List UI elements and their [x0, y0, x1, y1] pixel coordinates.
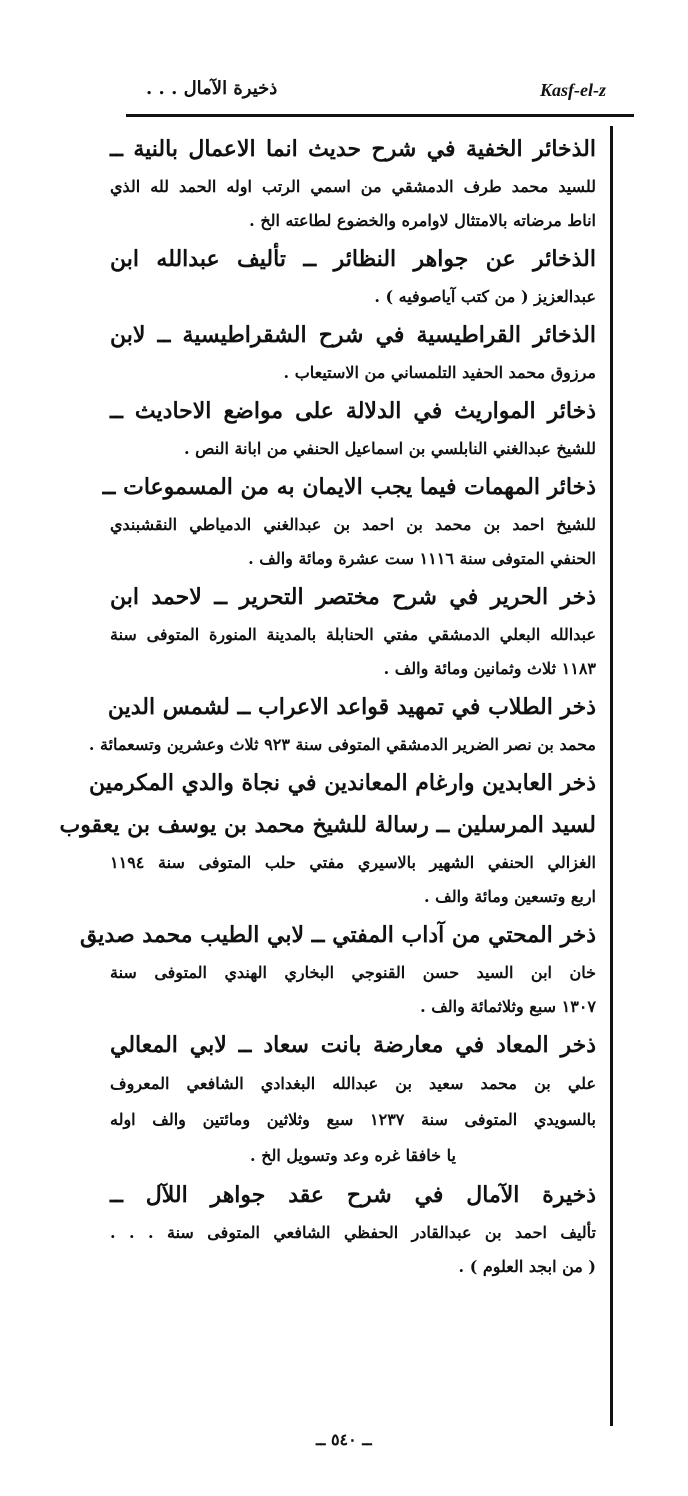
entry-text-line: بالسويدي المتوفى سنة ١٢٣٧ سبع وثلاثين ومائتين والف اوله: [110, 1110, 596, 1129]
entry-text-line: خان ابن السيد حسن القنوجي البخاري الهندي المتوفى سنة: [110, 963, 596, 982]
running-header-title: ذخيرة الآمال . . .: [146, 78, 278, 99]
entry-title-line: الذخائر عن جواهر النظائر ــ تأليف عبدالله ابن: [110, 246, 596, 272]
entry-title-line: الذخائر القراطيسية في شرح الشقراطيسية ــ لابن: [110, 322, 596, 348]
entry-text-line: ( من ابجد العلوم ) .: [458, 1257, 596, 1276]
running-header-section: Kasf-el-z: [540, 80, 606, 100]
header-rule: [126, 114, 634, 117]
entry-text-line: للشيخ احمد بن محمد بن احمد بن عبدالغني الدمياطي النقشبندي: [110, 515, 596, 534]
entry-title-line: ذخر الطلاب في تمهيد قواعد الاعراب ــ لشمس الدين: [107, 694, 596, 720]
entry-text-line: مرزوق محمد الحفيد التلمساني من الاستيعاب .: [283, 363, 596, 382]
entry-title-line: ذخر الحرير في شرح مختصر التحرير ــ لاحمد ابن: [110, 584, 596, 610]
entry-text-line: الحنفي المتوفى سنة ١١١٦ ست عشرة ومائة والف .: [248, 549, 596, 568]
entry-text-line: محمد بن نصر الضرير الدمشقي المتوفى سنة ٩٢٣ ثلاث وعشرين وتسعمائة .: [88, 735, 596, 754]
entry-text-line: للسيد محمد طرف الدمشقي من اسمي الرتب اوله الحمد لله الذي: [110, 177, 596, 196]
entry-text-line: الغزالي الحنفي الشهير بالاسيري مفتي حلب المتوفى سنة ١١٩٤: [110, 853, 596, 872]
entry-title-line: لسيد المرسلين ــ رسالة للشيخ محمد بن يوسف بن يعقوب: [59, 812, 596, 838]
entry-text-line: عبدالعزيز ( من كتب آياصوفيه ) .: [374, 287, 596, 306]
entry-title-line: ذخائر المهمات فيما يجب الايمان به من المسموعات ــ: [102, 474, 596, 500]
entry-text-line: اربع وتسعين ومائة والف .: [424, 887, 596, 906]
entry-title-line: ذخيرة الآمال في شرح عقد جواهر اللآل ــ: [110, 1182, 596, 1208]
entry-text-line: ١٣٠٧ سبع وثلاثمائة والف .: [420, 997, 596, 1016]
margin-rule: [610, 126, 613, 1426]
entry-text-line: علي بن محمد سعيد بن عبدالله البغدادي الشافعي المعروف: [110, 1074, 596, 1093]
entry-title-line: ذخر العابدين وارغام المعاندين في نجاة والدي المكرمين: [88, 770, 596, 796]
entry-text-line: للشيخ عبدالغني النابلسي بن اسماعيل الحنفي من ابانة النص .: [184, 439, 596, 458]
entry-text-line: ١١٨٣ ثلاث وثمانين ومائة والف .: [383, 659, 596, 678]
entry-text-line: يا خافقا غره وعد وتسويل الخ .: [250, 1146, 456, 1165]
entry-title-line: الذخائر الخفية في شرح حديث انما الاعمال بالنية ــ: [110, 136, 596, 162]
entry-title-line: ذخائر المواريث في الدلالة على مواضع الاحاديث ــ: [110, 398, 596, 424]
page-number: ــ ٥٤٠ ــ: [316, 1430, 372, 1449]
entry-text-line: اناط مرضاته بالامتثال لاوامره والخضوع لطاعته الخ .: [249, 211, 596, 230]
entry-title-line: ذخر المعاد في معارضة بانت سعاد ــ لابي المعالي: [110, 1032, 596, 1058]
entry-text-line: عبدالله البعلي الدمشقي مفتي الحنابلة بالمدينة المنورة المتوفى سنة: [110, 625, 596, 644]
entry-text-line: تأليف احمد بن عبدالقادر الحفظي الشافعي المتوفى سنة . . .: [110, 1223, 596, 1242]
entry-title-line: ذخر المحتي من آداب المفتي ــ لابي الطيب محمد صديق: [79, 922, 596, 948]
entries-body: [59, 128, 596, 1284]
